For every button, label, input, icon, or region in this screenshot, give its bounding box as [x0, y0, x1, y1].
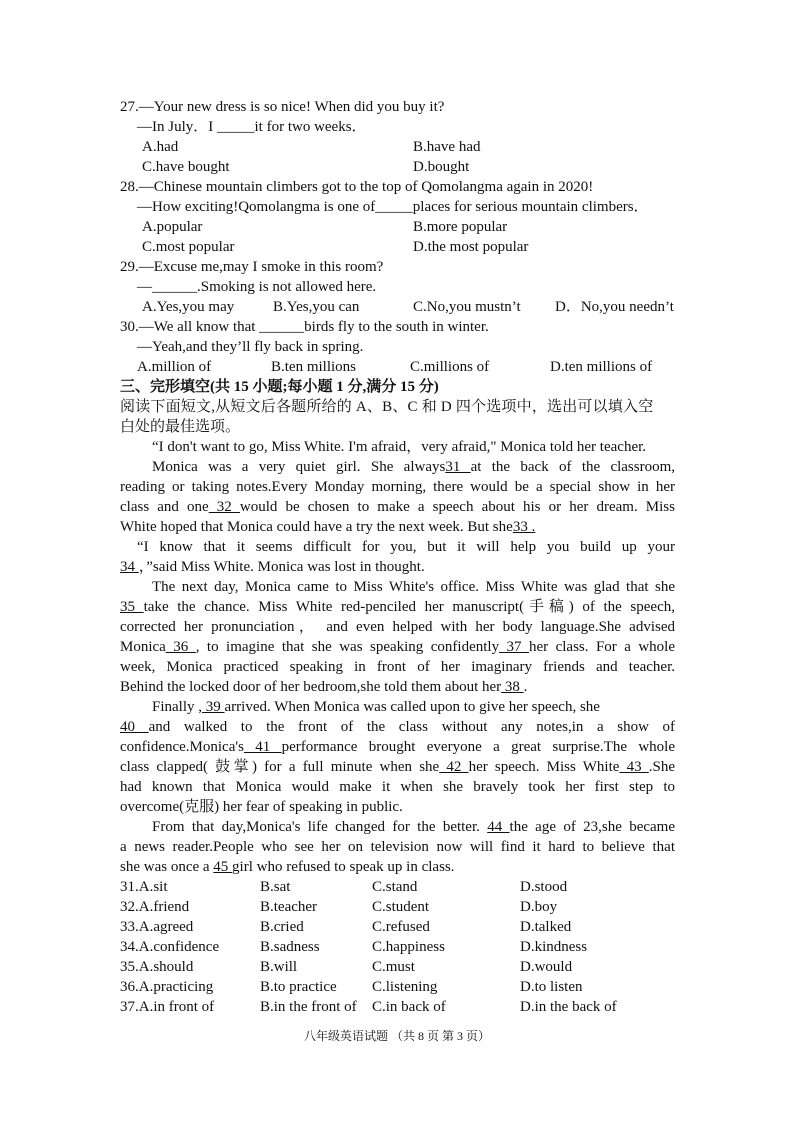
option-37-b: B.in the front of	[260, 999, 357, 1015]
passage-line: a news reader.People who see her on television now will find it hard to believe that	[120, 839, 675, 855]
option-37-a: 37.A.in front of	[120, 999, 215, 1015]
option-36-b: B.to practice	[260, 979, 337, 995]
blank-34: 34	[120, 559, 139, 575]
passage-line: “I don't want to go, Miss White. I'm afraid，very afraid," Monica told her teacher.	[152, 439, 647, 455]
passage-line: week, Monica practiced speaking in front of her imaginary friends and teacher.	[120, 659, 675, 675]
q28-option-b: B.more popular	[413, 219, 508, 235]
blank-39: 39	[202, 699, 225, 715]
passage-line: confidence.Monica's 41 performance brought everyone a great surprise.The whole	[120, 739, 675, 755]
q27-option-b: B.have had	[413, 139, 481, 155]
question-27-stem: 27.—Your new dress is so nice! When did you buy it?	[120, 99, 445, 115]
question-29-reply: —______.Smoking is not allowed here.	[137, 279, 377, 295]
page-footer: 八年级英语试题 （共 8 页 第 3 页）	[303, 1029, 490, 1043]
option-33-d: D.talked	[520, 919, 572, 935]
passage-line: had known that Monica would make it when she bravely took her first step to	[120, 779, 675, 795]
blank-38: 38	[501, 679, 524, 695]
question-30-stem: 30.—We all know that ______birds fly to the south in winter.	[120, 319, 489, 335]
q29-option-b: B.Yes,you can	[273, 299, 360, 315]
q30-option-b: B.ten millions	[271, 359, 357, 375]
q28-option-a: A.popular	[142, 219, 203, 235]
question-27-reply: —In July．I _____it for two weeks．	[137, 119, 367, 135]
blank-33: 33 .	[512, 519, 536, 535]
option-35-b: B.will	[260, 959, 298, 975]
passage-line: 34 ，”said Miss White. Monica was lost in thought.	[120, 559, 425, 575]
option-37-d: D.in the back of	[520, 999, 617, 1015]
passage-line: class and one 32 would be chosen to make a speech about his or her dream. Miss	[120, 499, 675, 515]
blank-37: 37	[499, 639, 529, 655]
section-instruction-line1: 阅读下面短文,从短文后各题所给的 A、B、C 和 D 四个选项中，选出可以填入空	[120, 399, 654, 415]
option-31-a: 31.A.sit	[120, 879, 168, 895]
blank-44: 44	[487, 819, 510, 835]
blank-41: 41	[243, 739, 282, 755]
q30-option-a: A.million of	[137, 359, 212, 375]
passage-line: 35 take the chance. Miss White red-penciled her manuscript(手稿) of the speech,	[120, 599, 675, 615]
q27-option-d: D.bought	[413, 159, 470, 175]
option-33-b: B.cried	[260, 919, 304, 935]
question-28-reply: —How exciting!Qomolangma is one of_____places for serious mountain climbers．	[137, 199, 649, 215]
option-35-d: D.would	[520, 959, 573, 975]
passage-line: 40 and walked to the front of the class without any notes,in a show of	[120, 719, 675, 735]
passage-line: overcome(克服) her fear of speaking in public.	[120, 799, 403, 815]
option-32-c: C.student	[372, 899, 430, 915]
option-31-d: D.stood	[520, 879, 568, 895]
passage-line: Behind the locked door of her bedroom,she told them about her 38 .	[120, 679, 528, 695]
blank-36: 36	[165, 639, 196, 655]
option-34-d: D.kindness	[520, 939, 588, 955]
q29-option-c: C.No,you mustn’t	[413, 299, 521, 315]
q27-option-a: A.had	[142, 139, 179, 155]
option-34-c: C.happiness	[372, 939, 445, 955]
option-32-d: D.boy	[520, 899, 558, 915]
option-33-c: C.refused	[372, 919, 430, 935]
option-37-c: C.in back of	[372, 999, 446, 1015]
q28-option-d: D.the most popular	[413, 239, 529, 255]
blank-40: 40	[120, 719, 149, 735]
passage-line: Finally , 39 arrived. When Monica was called upon to give her speech, she	[152, 699, 600, 715]
blank-45: 45	[213, 859, 233, 875]
option-32-b: B.teacher	[260, 899, 318, 915]
passage-line: Monica 36 , to imagine that she was speaking confidently 37 her class. For a whole	[120, 639, 676, 655]
question-30-reply: —Yeah,and they’ll fly back in spring.	[137, 339, 364, 355]
passage-line: White hoped that Monica could have a try the next week. But she33 .	[120, 519, 536, 535]
option-35-a: 35.A.should	[120, 959, 194, 975]
q27-option-c: C.have bought	[142, 159, 230, 175]
q29-option-a: A.Yes,you may	[142, 299, 235, 315]
passage-line: she was once a 45 girl who refused to speak up in class.	[120, 859, 455, 875]
option-32-a: 32.A.friend	[120, 899, 190, 915]
blank-31: 31	[445, 459, 471, 475]
q30-option-c: C.millions of	[410, 359, 490, 375]
q29-option-d: D．No,you needn’t	[555, 299, 674, 315]
blank-35: 35	[120, 599, 144, 615]
section-title: 三、完形填空(共 15 小题;每小题 1 分,满分 15 分)	[120, 379, 439, 395]
option-36-a: 36.A.practicing	[120, 979, 214, 995]
option-35-c: C.must	[372, 959, 415, 975]
q28-option-c: C.most popular	[142, 239, 235, 255]
blank-43: 43	[619, 759, 649, 775]
option-36-d: D.to listen	[520, 979, 583, 995]
option-31-b: B.sat	[260, 879, 291, 895]
q30-option-d: D.ten millions of	[550, 359, 653, 375]
passage-line: Monica was a very quiet girl. She always31 at the back of the classroom,	[152, 459, 676, 475]
passage-line: class clapped( 鼓掌) for a full minute when she 42 her speech. Miss White 43 .She	[120, 759, 675, 775]
option-36-c: C.listening	[372, 979, 438, 995]
section-instruction-line2: 白处的最佳选项。	[120, 419, 241, 435]
passage-line: The next day, Monica came to Miss White's office. Miss White was glad that she	[152, 579, 675, 595]
option-34-a: 34.A.confidence	[120, 939, 220, 955]
question-29-stem: 29.—Excuse me,may I smoke in this room?	[120, 259, 384, 275]
option-34-b: B.sadness	[260, 939, 320, 955]
passage-line: From that day,Monica's life changed for the better. 44 the age of 23,she became	[152, 819, 675, 835]
passage-line: “I know that it seems difficult for you, but it will help you build up your	[137, 539, 675, 555]
question-28-stem: 28.—Chinese mountain climbers got to the top of Qomolangma again in 2020!	[120, 179, 594, 195]
blank-32: 32	[208, 499, 240, 515]
option-31-c: C.stand	[372, 879, 418, 895]
passage-line: corrected her pronunciation， and even helped with her body language.She advised	[120, 619, 675, 635]
passage-line: reading or taking notes.Every Monday morning, there would be a special show in her	[120, 479, 675, 495]
blank-42: 42	[439, 759, 469, 775]
option-33-a: 33.A.agreed	[120, 919, 194, 935]
